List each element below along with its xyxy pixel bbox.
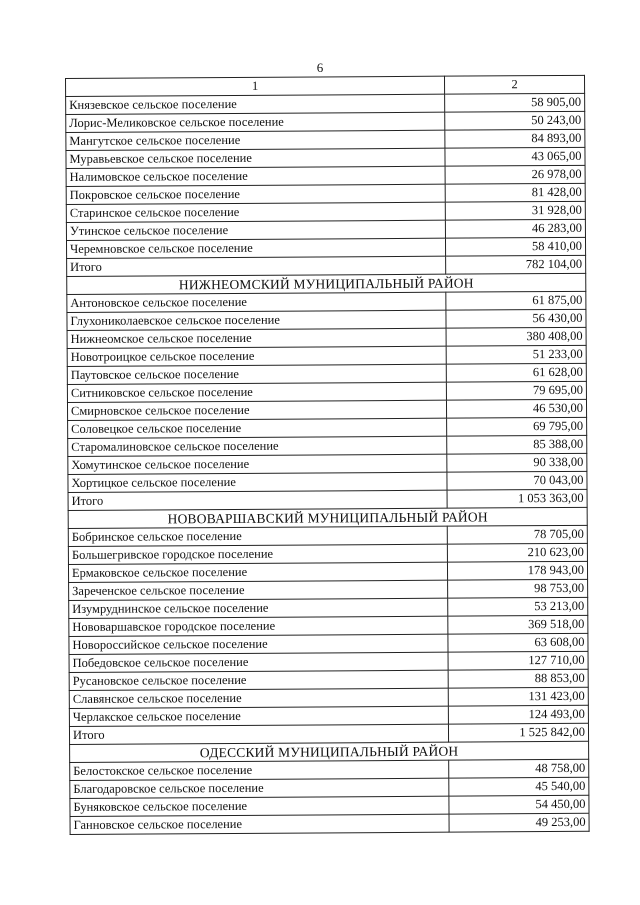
section-title: НИЖНЕОМСКИЙ МУНИЦИПАЛЬНЫЙ РАЙОН — [67, 273, 586, 294]
total-label: Итого — [69, 724, 448, 744]
settlement-name: Паутовское сельское поселение — [67, 364, 446, 384]
amount-value: 58 905,00 — [445, 93, 585, 112]
total-label: Итого — [67, 256, 446, 276]
amount-value: 70 043,00 — [447, 471, 587, 490]
page-number: 6 — [316, 60, 324, 75]
amount-value: 61 875,00 — [446, 291, 586, 310]
amount-value: 90 338,00 — [447, 453, 587, 472]
amount-value: 56 430,00 — [446, 309, 586, 328]
amount-value: 124 493,00 — [448, 705, 588, 724]
total-amount: 1 525 842,00 — [448, 723, 588, 742]
amount-value: 50 243,00 — [445, 111, 585, 130]
settlement-name: Смирновское сельское поселение — [67, 400, 446, 420]
amount-value: 26 978,00 — [445, 165, 585, 184]
amount-value: 380 408,00 — [446, 327, 586, 346]
settlement-name: Бобринское сельское поселение — [68, 526, 447, 546]
settlement-name: Ермаковское сельское поселение — [68, 562, 447, 582]
settlement-name: Славянское сельское поселение — [69, 688, 448, 708]
amount-value: 51 233,00 — [446, 345, 586, 364]
settlement-name: Буняковское сельское поселение — [70, 796, 449, 816]
amount-value: 61 628,00 — [446, 363, 586, 382]
amount-value: 131 423,00 — [448, 687, 588, 706]
settlement-name: Зареченское сельское поселение — [69, 580, 448, 600]
settlement-name: Старомалиновское сельское поселение — [68, 436, 447, 456]
amount-value: 49 253,00 — [449, 813, 589, 832]
table-body — [66, 75, 590, 834]
total-amount: 1 053 363,00 — [447, 489, 587, 508]
amount-value: 210 623,00 — [447, 543, 587, 562]
settlement-name: Покровское сельское поселение — [66, 184, 445, 204]
settlement-name: Налимовское сельское поселение — [66, 166, 445, 186]
amount-value: 369 518,00 — [448, 615, 588, 634]
amount-value: 88 853,00 — [448, 669, 588, 688]
amount-value: 58 410,00 — [445, 237, 585, 256]
settlement-name: Нижнеомское сельское поселение — [67, 328, 446, 348]
settlement-name: Черлакское сельское поселение — [69, 706, 448, 726]
settlement-name: Нововаршавское городское поселение — [69, 616, 448, 636]
settlement-name: Ганновское сельское поселение — [70, 814, 449, 834]
column-header-1: 1 — [66, 76, 445, 96]
amount-value: 85 388,00 — [447, 435, 587, 454]
amount-value: 53 213,00 — [448, 597, 588, 616]
amount-value: 79 695,00 — [446, 381, 586, 400]
settlement-name: Русановское сельское поселение — [69, 670, 448, 690]
amount-value: 178 943,00 — [447, 561, 587, 580]
settlement-name: Мангутское сельское поселение — [66, 130, 445, 150]
settlement-name: Глухониколаевское сельское поселение — [67, 310, 446, 330]
amount-value: 63 608,00 — [448, 633, 588, 652]
settlement-name: Большегривское городское поселение — [68, 544, 447, 564]
table-row — [70, 813, 589, 834]
amount-value: 46 283,00 — [445, 219, 585, 238]
amount-value: 31 928,00 — [445, 201, 585, 220]
amount-value: 81 428,00 — [445, 183, 585, 202]
amount-value: 98 753,00 — [448, 579, 588, 598]
amount-value: 54 450,00 — [449, 795, 589, 814]
settlement-name: Изумруднинское сельское поселение — [69, 598, 448, 618]
settlement-name: Ситниковское сельское поселение — [67, 382, 446, 402]
settlement-name: Муравьевское сельское поселение — [66, 148, 445, 168]
settlement-name: Соловецкое сельское поселение — [68, 418, 447, 438]
amount-value: 78 705,00 — [447, 525, 587, 544]
settlement-name: Черемновское сельское поселение — [66, 238, 445, 258]
section-title: НОВОВАРШАВСКИЙ МУНИЦИПАЛЬНЫЙ РАЙОН — [68, 507, 587, 528]
amount-value: 46 530,00 — [446, 399, 586, 418]
settlement-name: Старинское сельское поселение — [66, 202, 445, 222]
settlement-name: Белостокское сельское поселение — [70, 760, 449, 780]
settlement-name: Антоновское сельское поселение — [67, 292, 446, 312]
settlement-name: Благодаровское сельское поселение — [70, 778, 449, 798]
settlement-name: Хомутинское сельское поселение — [68, 454, 447, 474]
section-title: ОДЕССКИЙ МУНИЦИПАЛЬНЫЙ РАЙОН — [70, 741, 589, 762]
amount-value: 43 065,00 — [445, 147, 585, 166]
amount-value: 48 758,00 — [449, 759, 589, 778]
total-label: Итого — [68, 490, 447, 510]
column-header-2: 2 — [444, 75, 584, 94]
amount-value: 45 540,00 — [449, 777, 589, 796]
amount-value: 84 893,00 — [445, 129, 585, 148]
settlement-name: Новороссийское сельское поселение — [69, 634, 448, 654]
allocation-table — [65, 75, 590, 835]
settlement-name: Хортицкое сельское поселение — [68, 472, 447, 492]
settlement-name: Новотроицкое сельское поселение — [67, 346, 446, 366]
settlement-name: Князевское сельское поселение — [66, 94, 445, 114]
amount-value: 127 710,00 — [448, 651, 588, 670]
settlement-name: Лорис-Меликовское сельское поселение — [66, 112, 445, 132]
settlement-name: Победовское сельское поселение — [69, 652, 448, 672]
total-amount: 782 104,00 — [446, 255, 586, 274]
amount-value: 69 795,00 — [447, 417, 587, 436]
settlement-name: Утинское сельское поселение — [66, 220, 445, 240]
